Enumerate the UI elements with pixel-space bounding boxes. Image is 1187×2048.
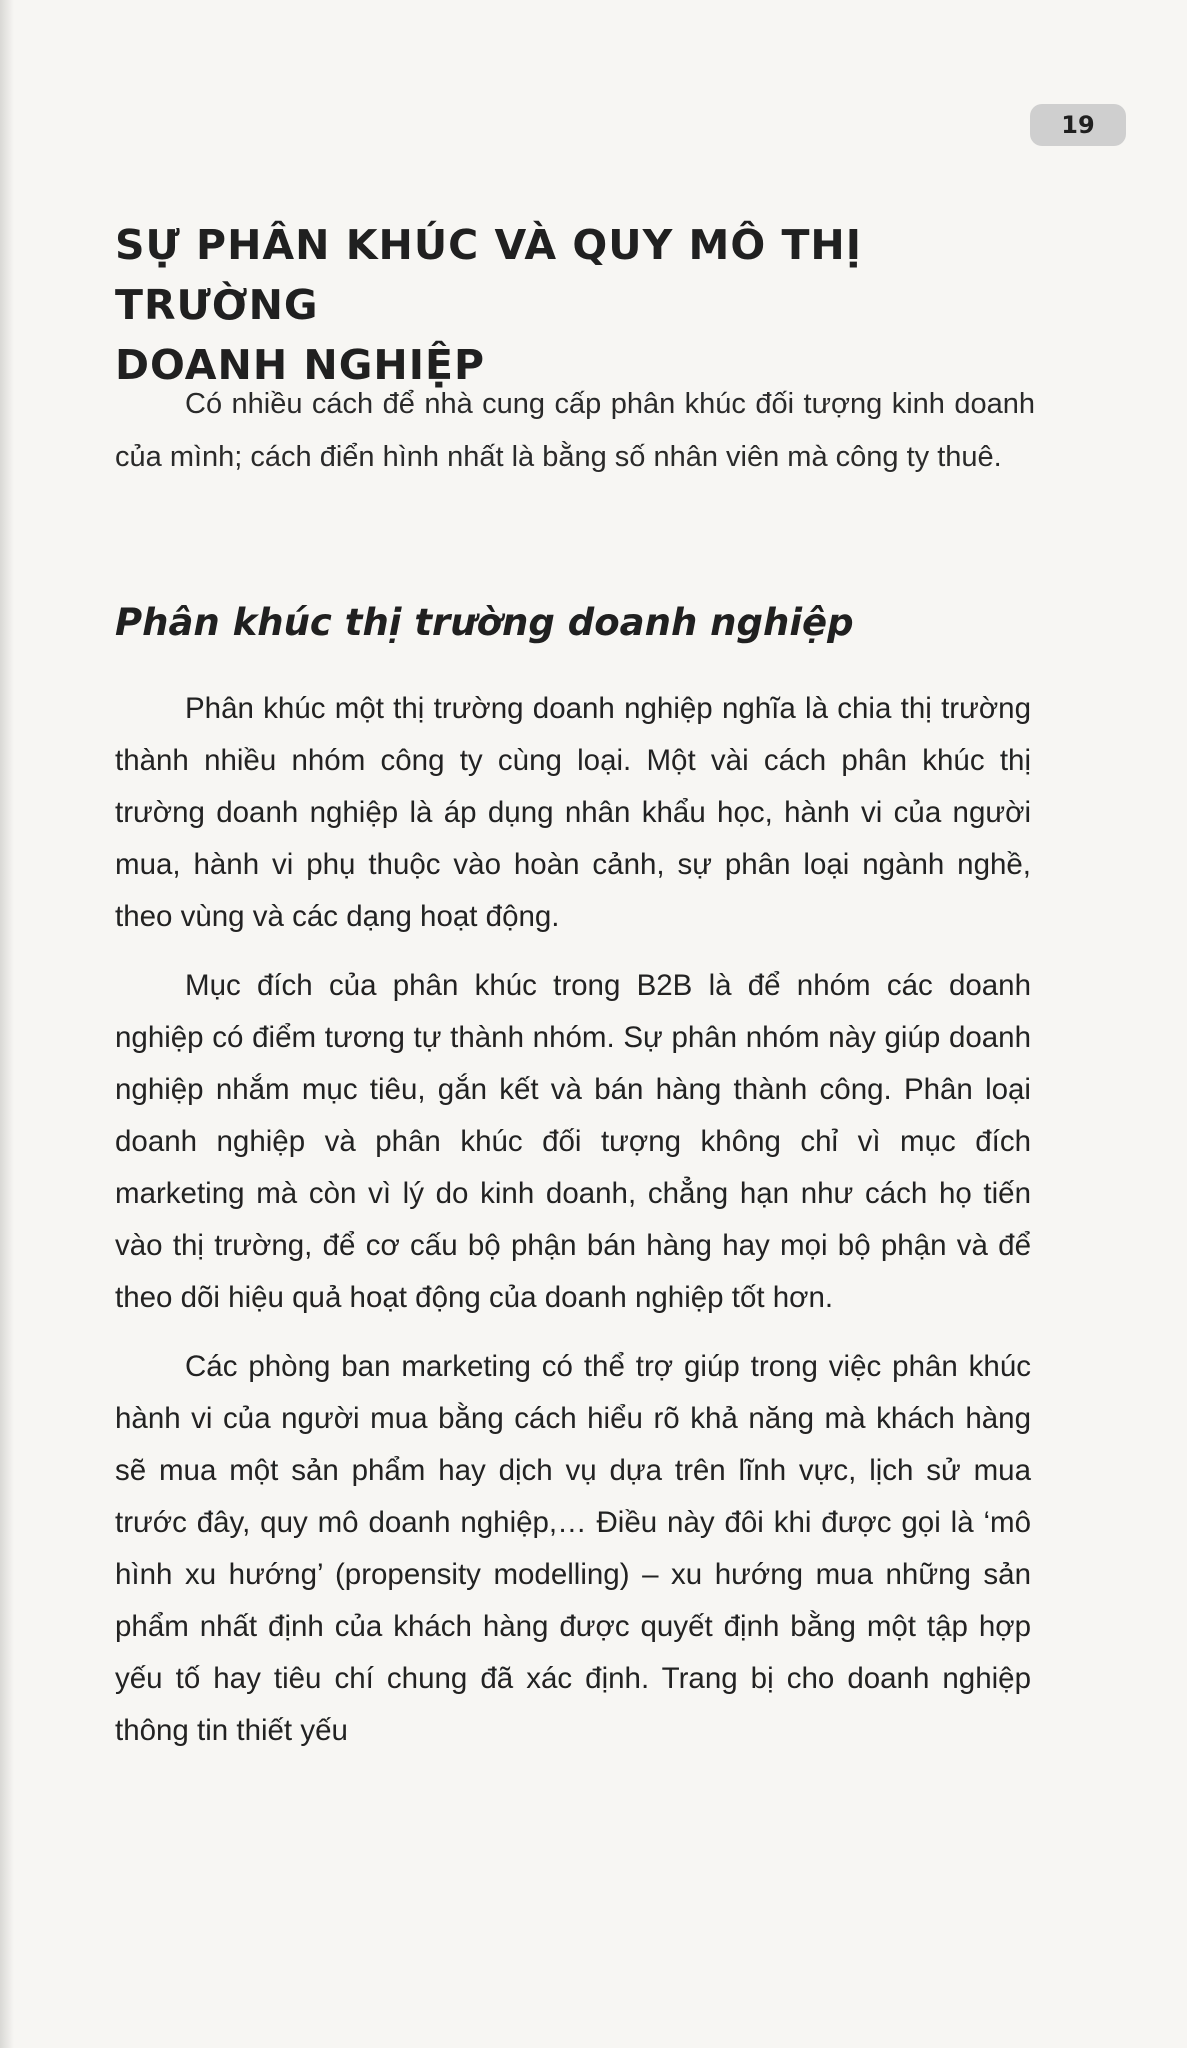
subheading: Phân khúc thị trường doanh nghiệp bbox=[115, 601, 854, 644]
body-paragraph-2: Mục đích của phân khúc trong B2B là để nhóm các doanh nghiệp có điểm tương tự thành nhóm. Sự phân nhóm này giúp doanh nghiệp nhắm mục tiêu, gắn kết và bán hàng thành công. Phân loại doanh nghiệp và phân khúc đối tượng không chỉ vì mục đích marketing mà còn vì lý do kinh doanh, chẳng hạn như cách họ tiến vào thị trường, để cơ cấu bộ phận bán hàng hay mọi bộ phận và để theo dõi hiệu quả hoạt động của doanh nghiệp tốt hơn. bbox=[115, 969, 1031, 1314]
page-gutter-shadow bbox=[0, 0, 14, 2048]
section-title bbox=[115, 215, 1075, 395]
body-paragraph-3: Các phòng ban marketing có thể trợ giúp trong việc phân khúc hành vi của người mua bằng cách hiểu rõ khả năng mà khách hàng sẽ mua một sản phẩm hay dịch vụ dựa trên lĩnh vực, lịch sử mua trước đây, quy mô doanh nghiệp,… Điều này đôi khi được gọi là ‘mô hình xu hướng’ (propensity modelling) – xu hướng mua những sản phẩm nhất định của khách hàng được quyết định bằng một tập hợp yếu tố hay tiêu chí chung đã xác định. Trang bị cho doanh nghiệp thông tin thiết yếu bbox=[115, 1350, 1031, 1747]
intro-paragraph: Có nhiều cách để nhà cung cấp phân khúc đối tượng kinh doanh của mình; cách điển hình nhất là bằng số nhân viên mà công ty thuê. bbox=[115, 388, 1035, 473]
section-title-line-1: SỰ PHÂN KHÚC VÀ QUY MÔ THỊ TRƯỜNG bbox=[115, 221, 863, 329]
section-title-line-2: DOANH NGHIỆP bbox=[115, 341, 486, 389]
page-number-badge: 19 bbox=[1030, 104, 1126, 146]
body-paragraph-1: Phân khúc một thị trường doanh nghiệp nghĩa là chia thị trường thành nhiều nhóm công ty cùng loại. Một vài cách phân khúc thị trường doanh nghiệp là áp dụng nhân khẩu học, hành vi của người mua, hành vi phụ thuộc vào hoàn cảnh, sự phân loại ngành nghề, theo vùng và các dạng hoạt động. bbox=[115, 692, 1031, 933]
body-text bbox=[115, 683, 1031, 1774]
